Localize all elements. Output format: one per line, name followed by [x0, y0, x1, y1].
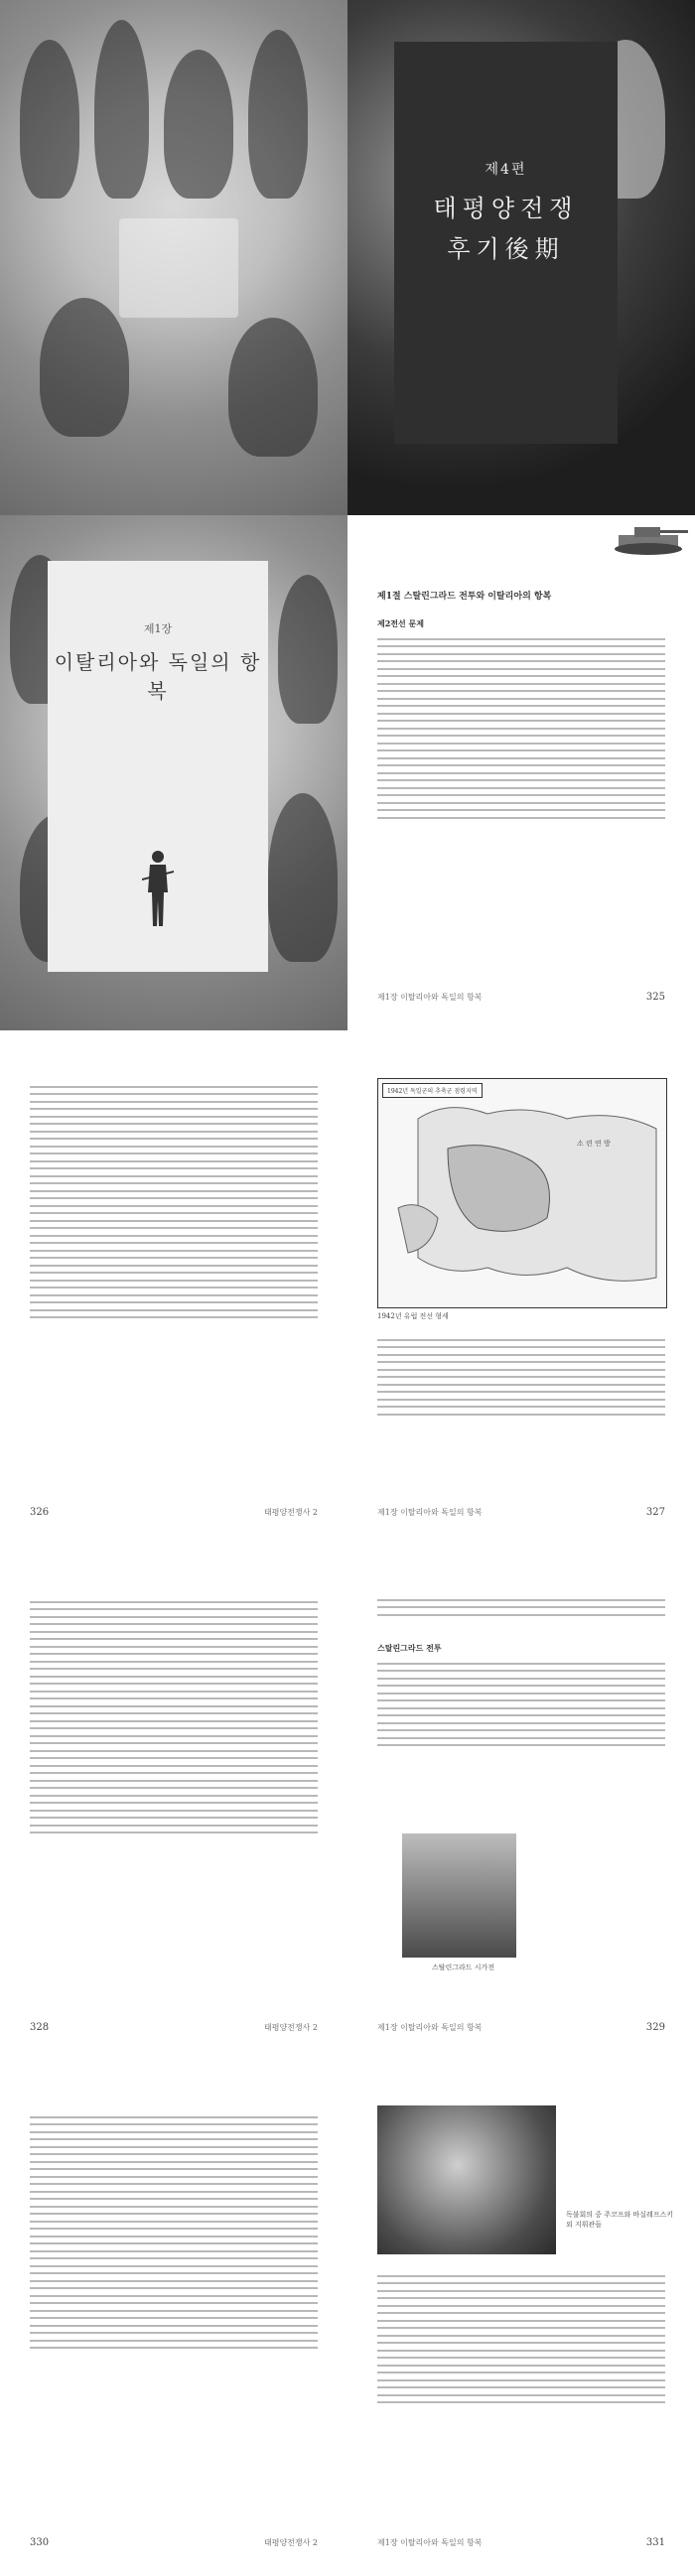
page-number: 330 — [30, 2537, 50, 2548]
running-head: 태평양전쟁사 2 — [263, 2023, 318, 2032]
section-heading: 제1절 스탈린그라드 전투와 이탈리아의 항복 — [377, 592, 552, 602]
body-text — [30, 2110, 318, 2355]
text-page-328 — [0, 1546, 348, 2061]
running-head: 제1장 이탈리아와 독일의 항복 — [377, 2538, 483, 2547]
text-page-327 — [348, 1030, 695, 1546]
chapter-opener-page — [0, 515, 348, 1030]
page-number: 327 — [645, 1507, 665, 1518]
subheading: 제2전선 문제 — [377, 618, 424, 628]
chapter-label: 제1장 — [143, 622, 173, 635]
map-shapes — [378, 1079, 666, 1307]
part-number: 제4편 — [485, 162, 527, 178]
soldier-silhouette-icon — [142, 849, 174, 928]
running-head: 태평양전쟁사 2 — [263, 2538, 318, 2547]
text-page-331 — [348, 2061, 695, 2576]
running-head: 제1장 이탈리아와 독일의 항복 — [377, 1508, 483, 1517]
photo-caption: 스탈린그라드 시가전 — [432, 1964, 495, 1971]
body-text — [377, 1593, 665, 1621]
body-text — [30, 1080, 318, 1324]
text-page-326 — [0, 1030, 348, 1546]
running-head: 제1장 이탈리아와 독일의 항복 — [377, 993, 483, 1002]
map-legend: 1942년 독일군의 추축군 점령지역 — [382, 1083, 483, 1098]
body-text — [377, 1333, 665, 1421]
text-page-330 — [0, 2061, 348, 2576]
cover-left-page — [0, 0, 348, 515]
running-head: 태평양전쟁사 2 — [263, 1508, 318, 1517]
text-page-329 — [348, 1546, 695, 2061]
page-number: 329 — [645, 2022, 665, 2033]
chapter-title-panel — [48, 561, 268, 972]
map-caption: 1942년 유럽 전선 형세 — [377, 1312, 449, 1320]
chapter-title: 이탈리아와 독일의 항복 — [54, 650, 262, 703]
street-battle-photo — [402, 1833, 516, 1958]
page-number: 326 — [30, 1507, 50, 1518]
page-number: 328 — [30, 2022, 50, 2033]
subheading: 스탈린그라드 전투 — [377, 1643, 442, 1653]
body-text — [377, 632, 665, 824]
photo-caption: 독불회의 중 주코프와 바실레프스키 외 지휘관들 — [566, 2211, 674, 2229]
europe-map — [377, 1078, 667, 1308]
text-page-325 — [348, 515, 695, 1030]
tank-icon — [611, 521, 690, 557]
page-number: 325 — [645, 992, 665, 1003]
body-text — [377, 2269, 665, 2409]
part-title-line1: 태평양전쟁 — [433, 195, 579, 222]
cover-right-page — [348, 0, 695, 515]
part-title-panel — [394, 42, 618, 444]
body-text — [30, 1595, 318, 1839]
map-label-soviet: 소 련 연 방 — [577, 1140, 611, 1148]
page-number: 331 — [645, 2537, 665, 2548]
part-title-line2: 후기後期 — [447, 235, 565, 263]
commanders-photo — [377, 2105, 556, 2254]
body-text — [377, 1657, 665, 1752]
running-head: 제1장 이탈리아와 독일의 항복 — [377, 2023, 483, 2032]
